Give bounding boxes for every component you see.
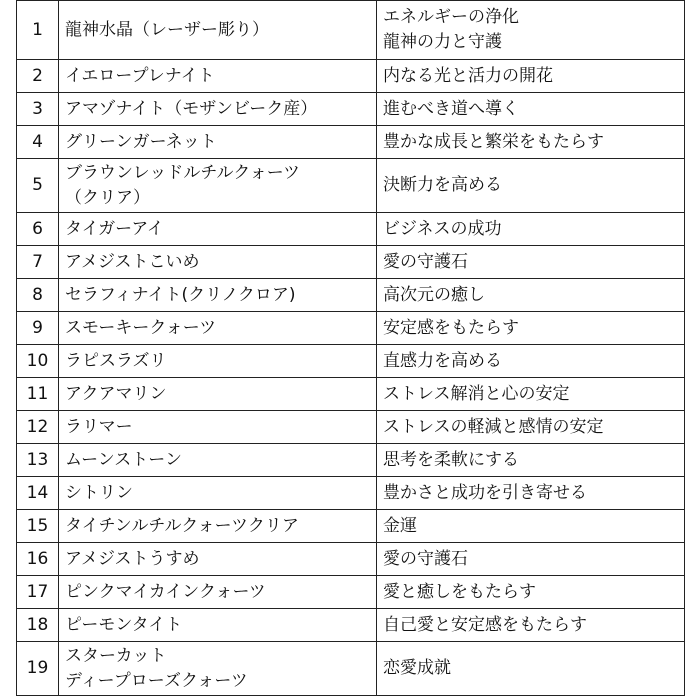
table-row (17, 642, 685, 696)
effect-cell: 思考を柔軟にする (377, 444, 685, 477)
table-row (17, 1, 685, 60)
stone-name-cell: ブラウンレッドルチルクォーツ （クリア） (59, 159, 377, 213)
table-row (17, 213, 685, 246)
stone-table (16, 0, 685, 696)
table-row (17, 444, 685, 477)
stone-name-cell: ピンクマイカインクォーツ (59, 576, 377, 609)
effect-cell: 内なる光と活力の開花 (377, 60, 685, 93)
row-number-cell: 8 (17, 279, 59, 312)
row-number-cell: 7 (17, 246, 59, 279)
table-row (17, 378, 685, 411)
stone-name-cell: ムーンストーン (59, 444, 377, 477)
stone-name-cell: グリーンガーネット (59, 126, 377, 159)
stone-name-cell: イエロープレナイト (59, 60, 377, 93)
effect-cell: 恋愛成就 (377, 642, 685, 696)
table-row (17, 477, 685, 510)
effect-cell: 金運 (377, 510, 685, 543)
table-row (17, 312, 685, 345)
table-row (17, 126, 685, 159)
stone-name-cell: スモーキークォーツ (59, 312, 377, 345)
table-row (17, 576, 685, 609)
stone-name-cell: アメジストこいめ (59, 246, 377, 279)
row-number-cell: 16 (17, 543, 59, 576)
effect-cell: 豊かさと成功を引き寄せる (377, 477, 685, 510)
stone-name-cell: スターカット ディープローズクォーツ (59, 642, 377, 696)
table-row (17, 279, 685, 312)
stone-table-body (17, 1, 685, 696)
table-row (17, 93, 685, 126)
effect-cell: ストレス解消と心の安定 (377, 378, 685, 411)
effect-cell: 安定感をもたらす (377, 312, 685, 345)
stone-name-cell: シトリン (59, 477, 377, 510)
row-number-cell: 15 (17, 510, 59, 543)
table-row (17, 60, 685, 93)
row-number-cell: 1 (17, 1, 59, 60)
row-number-cell: 12 (17, 411, 59, 444)
row-number-cell: 3 (17, 93, 59, 126)
effect-cell: 進むべき道へ導く (377, 93, 685, 126)
row-number-cell: 18 (17, 609, 59, 642)
effect-cell: ストレスの軽減と感情の安定 (377, 411, 685, 444)
effect-cell: 愛の守護石 (377, 543, 685, 576)
row-number-cell: 17 (17, 576, 59, 609)
table-row (17, 246, 685, 279)
effect-cell: ビジネスの成功 (377, 213, 685, 246)
stone-name-cell: 龍神水晶（レーザー彫り） (59, 1, 377, 60)
stone-name-cell: アマゾナイト（モザンビーク産） (59, 93, 377, 126)
stone-name-cell: ラピスラズリ (59, 345, 377, 378)
row-number-cell: 14 (17, 477, 59, 510)
stone-name-cell: セラフィナイト(クリノクロア) (59, 279, 377, 312)
effect-cell: 決断力を高める (377, 159, 685, 213)
table-row (17, 411, 685, 444)
table-row (17, 510, 685, 543)
row-number-cell: 9 (17, 312, 59, 345)
row-number-cell: 13 (17, 444, 59, 477)
stone-name-cell: ピーモンタイト (59, 609, 377, 642)
row-number-cell: 4 (17, 126, 59, 159)
stone-name-cell: タイチンルチルクォーツクリア (59, 510, 377, 543)
effect-cell: 愛の守護石 (377, 246, 685, 279)
stone-name-cell: アクアマリン (59, 378, 377, 411)
effect-cell: 高次元の癒し (377, 279, 685, 312)
effect-cell: エネルギーの浄化 龍神の力と守護 (377, 1, 685, 60)
table-row (17, 345, 685, 378)
stone-name-cell: アメジストうすめ (59, 543, 377, 576)
table-row (17, 159, 685, 213)
table-row (17, 609, 685, 642)
effect-cell: 豊かな成長と繁栄をもたらす (377, 126, 685, 159)
stone-name-cell: ラリマー (59, 411, 377, 444)
table-row (17, 543, 685, 576)
row-number-cell: 10 (17, 345, 59, 378)
row-number-cell: 5 (17, 159, 59, 213)
effect-cell: 自己愛と安定感をもたらす (377, 609, 685, 642)
row-number-cell: 2 (17, 60, 59, 93)
row-number-cell: 19 (17, 642, 59, 696)
row-number-cell: 6 (17, 213, 59, 246)
effect-cell: 直感力を高める (377, 345, 685, 378)
effect-cell: 愛と癒しをもたらす (377, 576, 685, 609)
stone-name-cell: タイガーアイ (59, 213, 377, 246)
row-number-cell: 11 (17, 378, 59, 411)
